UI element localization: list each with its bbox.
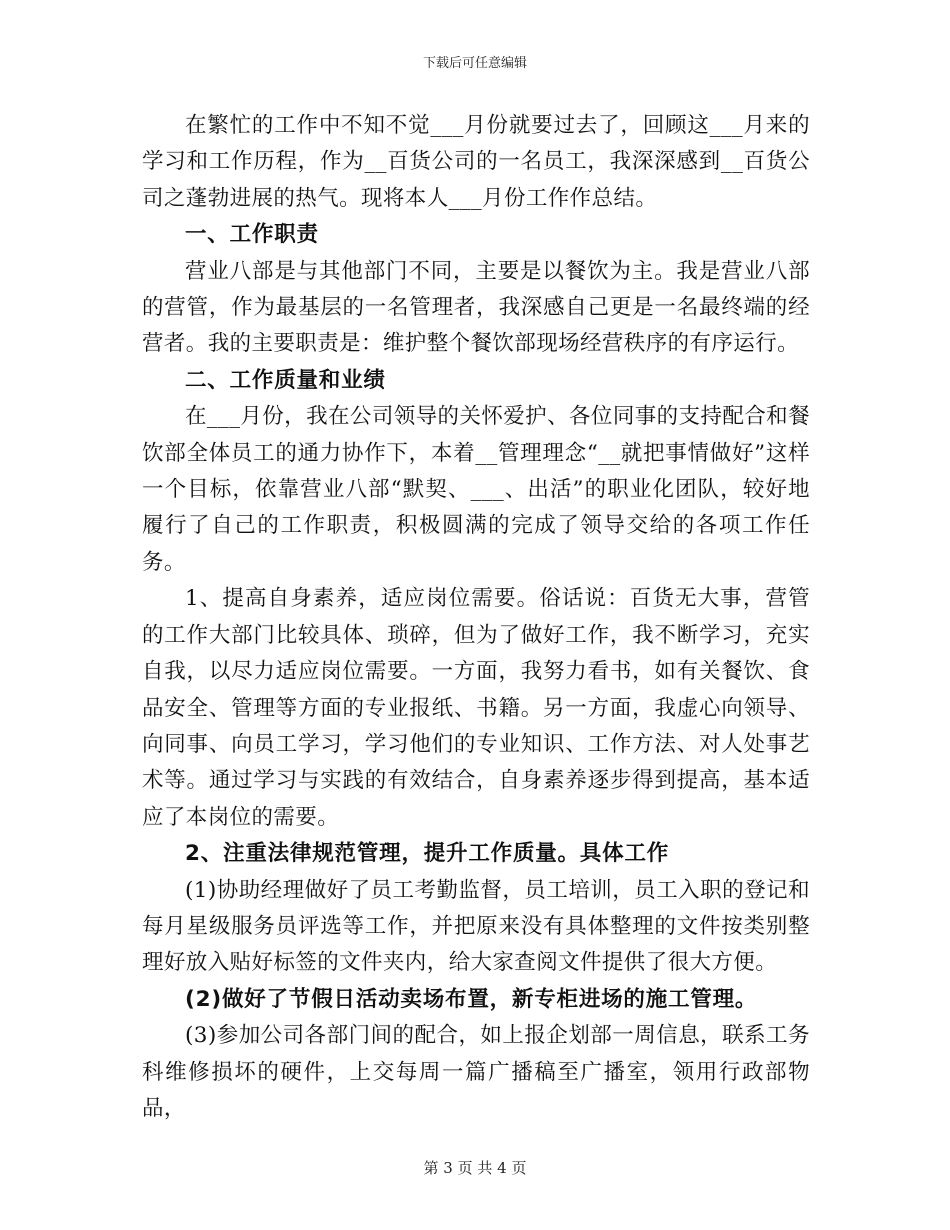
page-footer: 第 3 页 共 4 页 <box>423 1159 527 1177</box>
duties-paragraph: 营业八部是与其他部门不同，主要是以餐饮为主。我是营业八部的营管，作为最基层的一名管理者，我深感自己更是一名最终端的经营者。我的主要职责是：维护整个餐饮部现场经营秩序的有序运行。 <box>142 258 810 357</box>
section-heading-duties: 一、工作职责 <box>185 222 319 248</box>
page-header: 下载后可任意编辑 <box>422 56 527 71</box>
item-1-paragraph: 1、提高自身素养，适应岗位需要。俗话说：百货无大事，营管的工作大部门比较具体、琐碎，但为了做好工作，我不断学习，充实自我，以尽力适应岗位需要。一方面，我努力看书，如有关餐饮、食品安全、管理等方面的专业报纸、书籍。另一方面，我虚心向领导、向同事、向员工学习，学习他们的专业知识、工作方法、对人处事艺术等。通过学习与实践的有效结合，自身素养逐步得到提高，基本适应了本岗位的需要。 <box>142 586 810 830</box>
section-heading-performance: 二、工作质量和业绩 <box>185 367 386 393</box>
intro-paragraph: 在繁忙的工作中不知不觉___月份就要过去了，回顾这___月来的学习和工作历程，作为__百货公司的一名员工，我深深感到__百货公司之蓬勃进展的热气。现将本人___月份工作作总结。 <box>142 113 810 211</box>
document-body <box>142 108 810 1127</box>
sub-item-3-paragraph: (3)参加公司各部门间的配合，如上报企划部一周信息，联系工务科维修损坏的硬件，上交每周一篇广播稿至广播室，领用行政部物品， <box>142 1023 810 1121</box>
sub-item-1-paragraph: (1)协助经理做好了员工考勤监督，员工培训，员工入职的登记和每月星级服务员评选等工作，并把原来没有具体整理的文件按类别整理好放入贴好标签的文件夹内，给大家查阅文件提供了很大方便。 <box>142 877 810 976</box>
item-2-heading: 2、注重法律规范管理，提升工作质量。具体工作 <box>185 841 670 867</box>
sub-item-2-paragraph: (2)做好了节假日活动卖场布置，新专柜进场的施工管理。 <box>185 986 758 1012</box>
performance-paragraph: 在___月份，我在公司领导的关怀爱护、各位同事的支持配合和餐饮部全体员工的通力协作下，本着__管理理念“__就把事情做好”这样一个目标，依靠营业八部“默契、___、出活”的职业化团队，较好地履行了自己的工作职责，积极圆满的完成了领导交给的各项工作任务。 <box>142 404 810 575</box>
